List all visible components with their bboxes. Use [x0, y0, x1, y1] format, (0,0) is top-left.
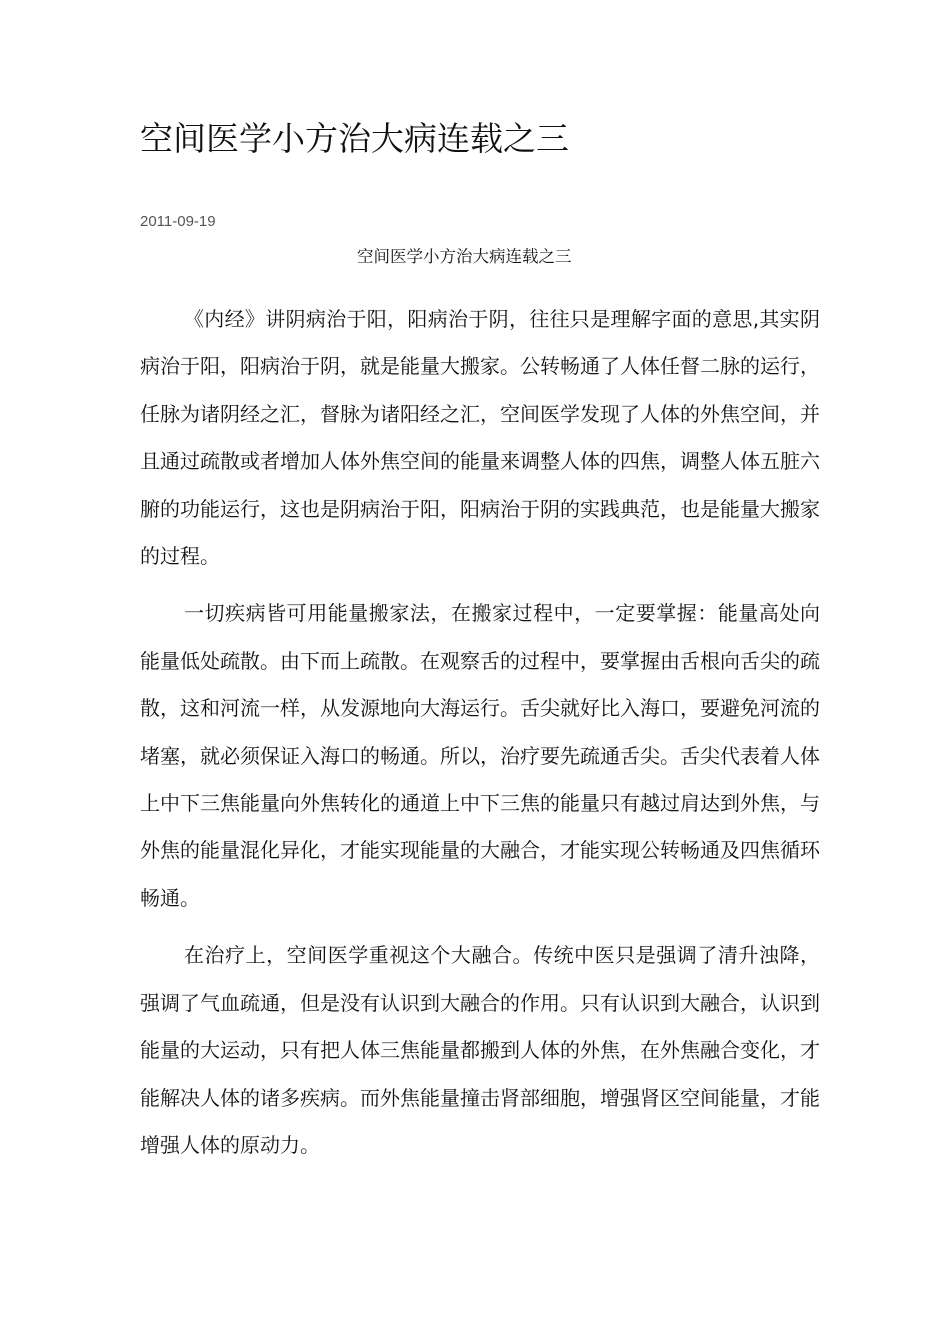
article-subtitle: 空间医学小方治大病连载之三 — [357, 247, 572, 266]
body-paragraph: 《内经》讲阴病治于阳，阳病治于阴，往往只是理解字面的意思,其实阴病治于阳，阳病治于阴，就是能量大搬家。公转畅通了人体任督二脉的运行，任脉为诸阴经之汇，督脉为诸阳经之汇，空间医学发现了人体的外焦空间，并且通过疏散或者增加人体外焦空间的能量来调整人体的四焦，调整人体五脏六腑的功能运行，这也是阴病治于阳，阳病治于阴的实践典范，也是能量大搬家的过程。 — [140, 307, 820, 569]
article-body — [140, 296, 820, 1179]
publish-date: 2011-09-19 — [140, 213, 216, 230]
body-paragraph: 一切疾病皆可用能量搬家法，在搬家过程中，一定要掌握：能量高处向能量低处疏散。由下而上疏散。在观察舌的过程中，要掌握由舌根向舌尖的疏散，这和河流一样，从发源地向大海运行。舌尖就好比入海口，要避免河流的堵塞，就必须保证入海口的畅通。所以，治疗要先疏通舌尖。舌尖代表着人体上中下三焦能量向外焦转化的通道上中下三焦的能量只有越过肩达到外焦，与外焦的能量混化异化，才能实现能量的大融合，才能实现公转畅通及四焦循环畅通。 — [140, 601, 820, 910]
document-title: 空间医学小方治大病连载之三 — [140, 119, 569, 158]
body-paragraph: 在治疗上，空间医学重视这个大融合。传统中医只是强调了清升浊降，强调了气血疏通，但是没有认识到大融合的作用。只有认识到大融合，认识到能量的大运动，只有把人体三焦能量都搬到人体的外焦，在外焦融合变化，才能解决人体的诸多疾病。而外焦能量撞击肾部细胞，增强肾区空间能量，才能增强人体的原动力。 — [140, 943, 820, 1157]
